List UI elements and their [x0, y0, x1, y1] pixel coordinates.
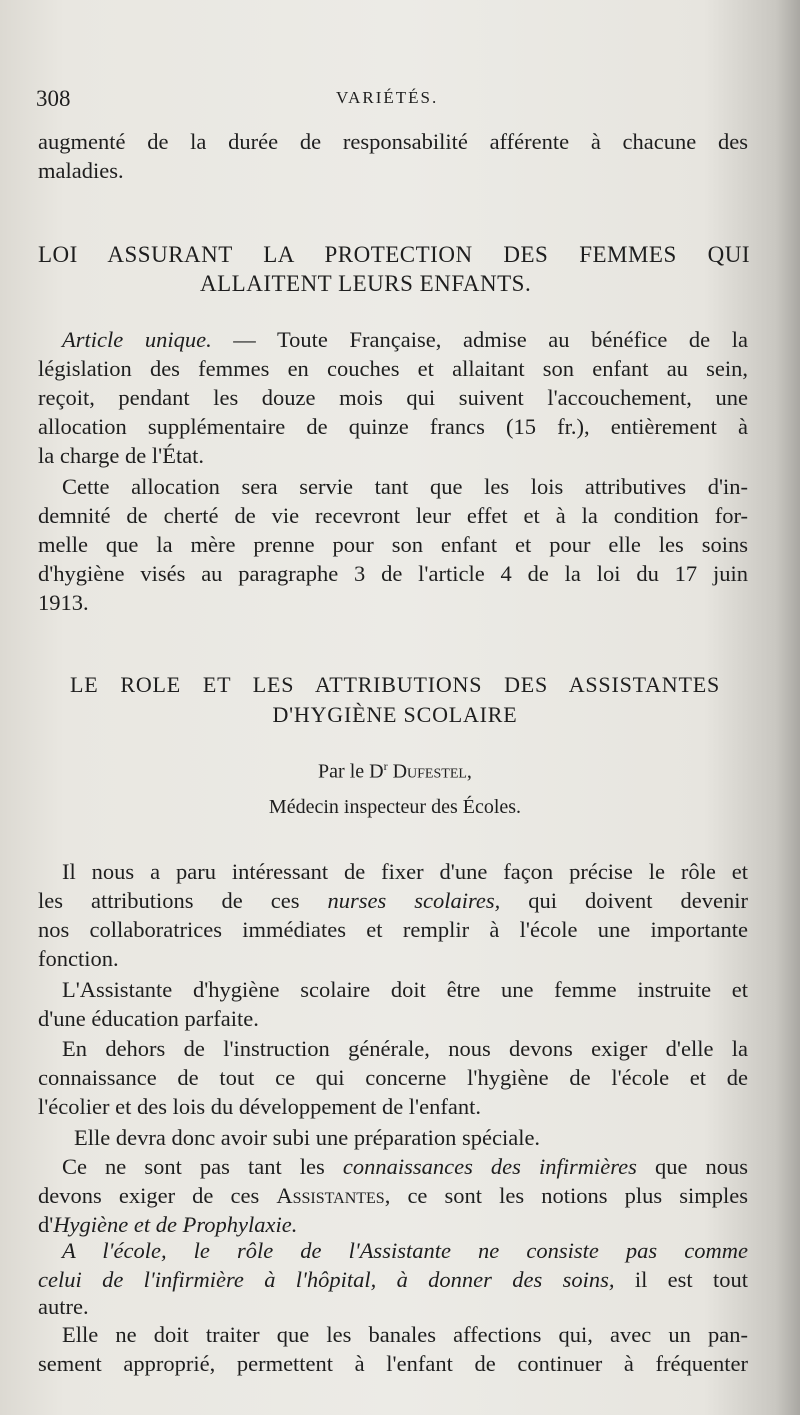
body-line: d'une éducation parfaite.	[38, 1006, 259, 1031]
section-title-line: LOI ASSURANT LA PROTECTION DES FEMMES QUI	[38, 242, 750, 267]
body-line: melle que la mère prenne pour son enfant et pour elle les soins	[38, 532, 748, 557]
body-line: En dehors de l'instruction générale, nous devons exiger d'elle la	[62, 1036, 748, 1061]
body-line: l'écolier et des lois du développement de l'enfant.	[38, 1094, 481, 1119]
body-line: devons exiger de ces Assistantes, ce sont les notions plus simples	[38, 1183, 748, 1208]
body-line: d'hygiène visés au paragraphe 3 de l'article 4 de la loi du 17 juin	[38, 561, 748, 586]
body-line: reçoit, pendant les douze mois qui suivent l'accouchement, une	[38, 385, 748, 410]
article-label: Article unique.	[62, 327, 212, 352]
article-title-line: LE ROLE ET LES ATTRIBUTIONS DES ASSISTANTES	[70, 672, 720, 697]
body-line: A l'école, le rôle de l'Assistante ne consiste pas comme	[62, 1238, 748, 1263]
body-line: nos collaboratrices immédiates et remplir à l'école une importante	[38, 917, 748, 942]
body-line: Il nous a paru intéressant de fixer d'une façon précise le rôle et	[62, 859, 748, 884]
body-line: 1913.	[38, 590, 89, 615]
body-line: législation des femmes en couches et allaitant son enfant au sein,	[38, 356, 748, 381]
body-line: Cette allocation sera servie tant que les lois attributives d'in-	[62, 474, 748, 499]
article-title-line: D'HYGIÈNE SCOLAIRE	[272, 702, 518, 727]
body-line: connaissance de tout ce qui concerne l'hygiène de l'école et de	[38, 1065, 748, 1090]
body-line: fonction.	[38, 946, 119, 971]
body-line: augmenté de la durée de responsabilité afférente à chacune des	[38, 129, 748, 154]
body-line: demnité de cherté de vie recevront leur effet et à la condition for-	[38, 503, 748, 528]
body-line: celui de l'infirmière à l'hôpital, à donner des soins, il est tout	[38, 1267, 749, 1292]
body-line: allocation supplémentaire de quinze francs (15 fr.), entièrement à	[38, 414, 748, 439]
body-line: Ce ne sont pas tant les connaissances des infirmières que nous	[62, 1154, 748, 1179]
page-number: 308	[36, 86, 71, 111]
body-line: Article unique. — Toute Française, admise au bénéfice de la	[62, 327, 748, 352]
body-line: sement approprié, permettent à l'enfant de continuer à fréquenter	[38, 1351, 748, 1376]
page-header	[36, 86, 740, 116]
body-line: les attributions de ces nurses scolaires, qui doivent devenir	[38, 888, 748, 913]
body-line: Elle devra donc avoir subi une préparation spéciale.	[74, 1125, 541, 1150]
body-line: la charge de l'État.	[38, 443, 205, 468]
body-line: d'Hygiène et de Prophylaxie.	[38, 1212, 298, 1237]
body-line: L'Assistante d'hygiène scolaire doit être une femme instruite et	[62, 977, 748, 1002]
running-head: VARIÉTÉS.	[336, 88, 439, 107]
body-line: maladies.	[38, 158, 124, 183]
section-title-line: ALLAITENT LEURS ENFANTS.	[200, 271, 532, 296]
author-affiliation: Médecin inspecteur des Écoles.	[268, 796, 522, 818]
body-line: autre.	[38, 1294, 89, 1319]
body-line: Elle ne doit traiter que les banales affections qui, avec un pan-	[62, 1322, 748, 1347]
author-byline: Par le $D^r$ Dufestel,	[318, 759, 472, 783]
author-name: Dufestel,	[392, 760, 472, 783]
